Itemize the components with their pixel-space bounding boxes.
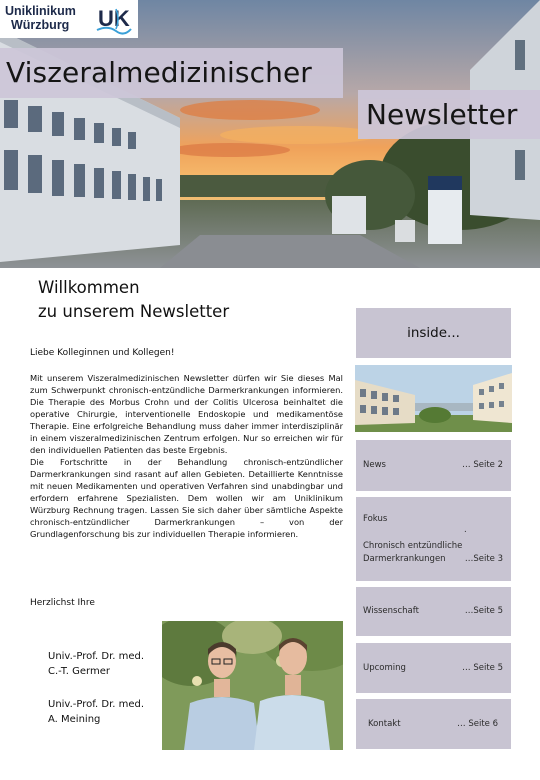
authors-photo: [162, 621, 343, 750]
welcome-heading: [38, 276, 338, 324]
toc-label: Wissenschaft: [363, 606, 419, 616]
signatory: [48, 697, 144, 727]
closing: Herzlichst Ihre: [30, 598, 95, 608]
toc-item-news[interactable]: [356, 440, 511, 491]
salutation: Liebe Kolleginnen und Kollegen!: [30, 348, 175, 358]
toc-page: …Seite 3: [464, 554, 503, 564]
signatory: [48, 649, 144, 679]
logo: [0, 0, 138, 38]
signatory-name: C.-T. Germer: [48, 666, 110, 677]
toc-item-wissenschaft[interactable]: [356, 587, 511, 636]
toc-sublabel: Chronisch entzündliche: [363, 541, 463, 551]
signatory-title: Univ.-Prof. Dr. med.: [48, 651, 145, 662]
signatory-name: A. Meining: [48, 714, 101, 725]
toc-item-upcoming[interactable]: [356, 643, 511, 693]
letter-paragraph: Mit unserem Viszeralmedizinischen Newsletter dürfen wir Sie dieses Mal zum Schwerpunkt chronisch-entzündliche Darmerkrankungen informieren. Die Therapie des Morbus Crohn und der Colitis Ulcerosa beinhaltet die operative Chirurgie, interventionelle Endoskopie und medikamentöse Therapie. Eine erfolgreiche Behandlung muss daher immer interdisziplinär in einem viszeralmedizinischen Zentrum erfolgen. Nur so erreichen wir für den individuellen Patienten das beste Ergebnis.: [30, 373, 343, 455]
toc-dot: .: [464, 525, 467, 535]
letter-paragraph: Die Fortschritte in der Behandlung chronisch-entzündlicher Darmerkrankungen sind rasant auf allen Gebieten. Detaillierte Kenntnisse mit neuen Medikamenten und operativen Verfahren sind unabdingbar und erfordern erfahrene Spezialisten. Dem wollen wir am Uniklinikum Würzburg Rechnung tragen. Lassen Sie sich daher über sämtliche Aspekte chronisch-entzündlicher Darmerkrankungen – von der Grundlagenforschung bis zur individuellen Therapie informieren.: [30, 457, 343, 539]
clinic-building-image: [355, 365, 512, 432]
two-doctors-image: [162, 621, 343, 750]
newsletter-title-part1: Viszeralmedizinischer: [0, 48, 343, 98]
toc-label: Upcoming: [363, 663, 406, 673]
toc-page: … Seite 5: [462, 663, 503, 673]
toc-label: News: [363, 460, 386, 470]
logo-line2: Würzburg: [11, 18, 70, 32]
toc-page: … Seite 6: [457, 719, 498, 729]
uk-logo-icon: [96, 3, 132, 35]
toc-page: …Seite 5: [464, 606, 503, 616]
logo-mark-text: UK: [98, 6, 130, 31]
toc-label: Kontakt: [368, 719, 401, 729]
letter-body: [30, 372, 343, 540]
welcome-line1: Willkommen: [38, 278, 140, 297]
toc-page: … Seite 2: [462, 460, 503, 470]
signatory-title: Univ.-Prof. Dr. med.: [48, 699, 145, 710]
toc-sublabel: Darmerkrankungen: [363, 554, 446, 564]
newsletter-title-part2: Newsletter: [358, 90, 540, 139]
toc-label: Fokus: [363, 514, 388, 524]
toc-item-fokus[interactable]: [356, 497, 511, 581]
sidebar-building-photo: [355, 365, 512, 432]
inside-heading-box: [356, 308, 511, 358]
welcome-line2: zu unserem Newsletter: [38, 302, 230, 321]
inside-heading: inside...: [407, 325, 460, 341]
logo-text: [5, 4, 76, 32]
toc-item-kontakt[interactable]: [356, 699, 511, 749]
logo-line1: Uniklinikum: [5, 4, 76, 18]
